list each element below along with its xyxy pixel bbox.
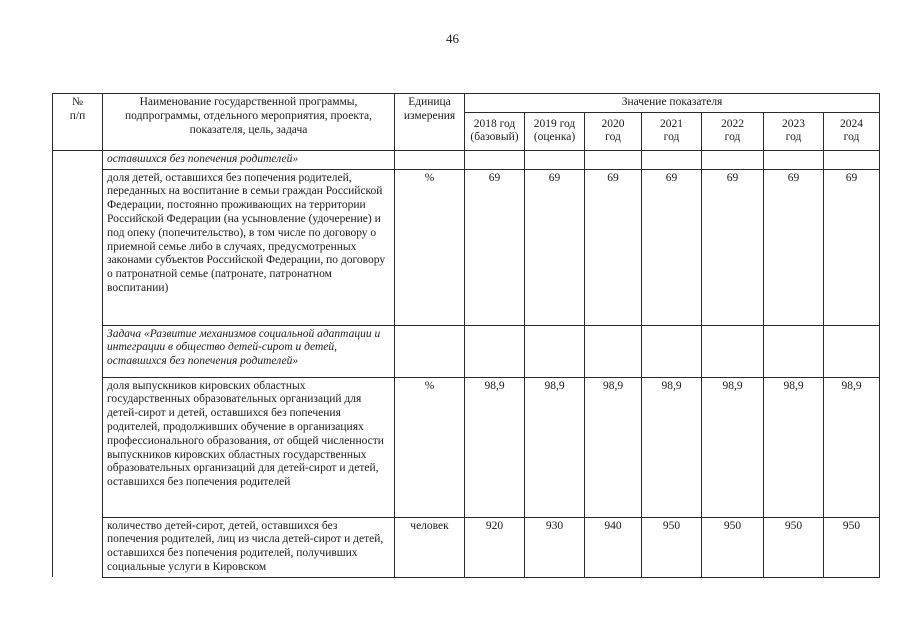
row-number-cell xyxy=(53,377,103,517)
value-cell: 950 xyxy=(642,517,702,577)
table-row xyxy=(53,169,880,325)
value-cell: 69 xyxy=(764,169,824,325)
value-cell: 69 xyxy=(642,169,702,325)
indicator-table xyxy=(52,93,880,578)
header-name: Наименование государственной программы, подпрограммы, отдельного мероприятия, проекта, показателя, цель, задача xyxy=(103,94,395,151)
indicator-name: доля выпускников кировских областных государственных образовательных организаций для детей-сирот и детей, оставшихся без попечения родителей, продолживших обучение в организациях профессионального образования, от общей численности выпускников кировских областных государственных образовательных организаций для детей-сирот и детей, оставшихся без попечения родителей xyxy=(103,377,395,517)
value-cell: 98,9 xyxy=(465,377,525,517)
value-cell xyxy=(585,150,642,169)
row-number-cell xyxy=(53,150,103,169)
indicator-name: оставшихся без попечения родителей» xyxy=(103,150,395,169)
value-cell: 98,9 xyxy=(525,377,585,517)
value-cell xyxy=(824,150,880,169)
value-cell: 98,9 xyxy=(824,377,880,517)
value-cell: 69 xyxy=(702,169,764,325)
value-cell xyxy=(642,150,702,169)
value-cell: 950 xyxy=(824,517,880,577)
value-cell: 920 xyxy=(465,517,525,577)
value-cell xyxy=(525,325,585,377)
value-cell: 950 xyxy=(764,517,824,577)
page-number: 46 xyxy=(446,31,459,46)
table-body xyxy=(53,150,880,577)
header-year: 2023 год xyxy=(764,112,824,150)
unit-cell: % xyxy=(395,377,465,517)
header-values-group: Значение показателя xyxy=(465,94,880,113)
value-cell: 98,9 xyxy=(702,377,764,517)
indicator-name: доля детей, оставшихся без попечения родителей, переданных на воспитание в семьи граждан Российской Федерации, постоянно проживающих на территории Российской Федерации (на усыновление (удочерение) и под опеку (попечительство), в том числе по договору о приемной семье либо в случаях, предусмотренных законами субъектов Российской Федерации, по договору о патронатной семье (патронате, патронатном воспитании) xyxy=(103,169,395,325)
unit-cell: % xyxy=(395,169,465,325)
header-num: № п/п xyxy=(53,94,103,151)
table-row xyxy=(53,325,880,377)
value-cell: 69 xyxy=(824,169,880,325)
value-cell xyxy=(702,150,764,169)
indicator-name: Задача «Развитие механизмов социальной адаптации и интеграции в общество детей-сирот и детей, оставшихся без попечения родителей» xyxy=(103,325,395,377)
unit-cell: человек xyxy=(395,517,465,577)
value-cell xyxy=(764,150,824,169)
table-row xyxy=(53,377,880,517)
value-cell xyxy=(642,325,702,377)
indicator-name: количество детей-сирот, детей, оставшихся без попечения родителей, лиц из числа детей-сирот и детей, оставшихся без попечения родителей, получивших социальные услуги в Кировском xyxy=(103,517,395,577)
header-year: 2021 год xyxy=(642,112,702,150)
unit-cell xyxy=(395,150,465,169)
value-cell: 98,9 xyxy=(642,377,702,517)
value-cell xyxy=(702,325,764,377)
value-cell: 98,9 xyxy=(764,377,824,517)
value-cell: 930 xyxy=(525,517,585,577)
value-cell: 950 xyxy=(702,517,764,577)
header-year: 2022 год xyxy=(702,112,764,150)
header-unit: Единица измерения xyxy=(395,94,465,151)
header-year: 2024 год xyxy=(824,112,880,150)
row-number-cell xyxy=(53,169,103,325)
value-cell: 69 xyxy=(585,169,642,325)
value-cell xyxy=(465,150,525,169)
header-year: 2018 год (базовый) xyxy=(465,112,525,150)
value-cell xyxy=(585,325,642,377)
value-cell: 940 xyxy=(585,517,642,577)
value-cell: 98,9 xyxy=(585,377,642,517)
value-cell: 69 xyxy=(525,169,585,325)
table-row xyxy=(53,517,880,577)
row-number-cell xyxy=(53,517,103,577)
value-cell xyxy=(824,325,880,377)
value-cell xyxy=(764,325,824,377)
row-number-cell xyxy=(53,325,103,377)
table-row xyxy=(53,150,880,169)
header-year: 2020 год xyxy=(585,112,642,150)
header-year: 2019 год (оценка) xyxy=(525,112,585,150)
value-cell xyxy=(465,325,525,377)
value-cell: 69 xyxy=(465,169,525,325)
value-cell xyxy=(525,150,585,169)
unit-cell xyxy=(395,325,465,377)
